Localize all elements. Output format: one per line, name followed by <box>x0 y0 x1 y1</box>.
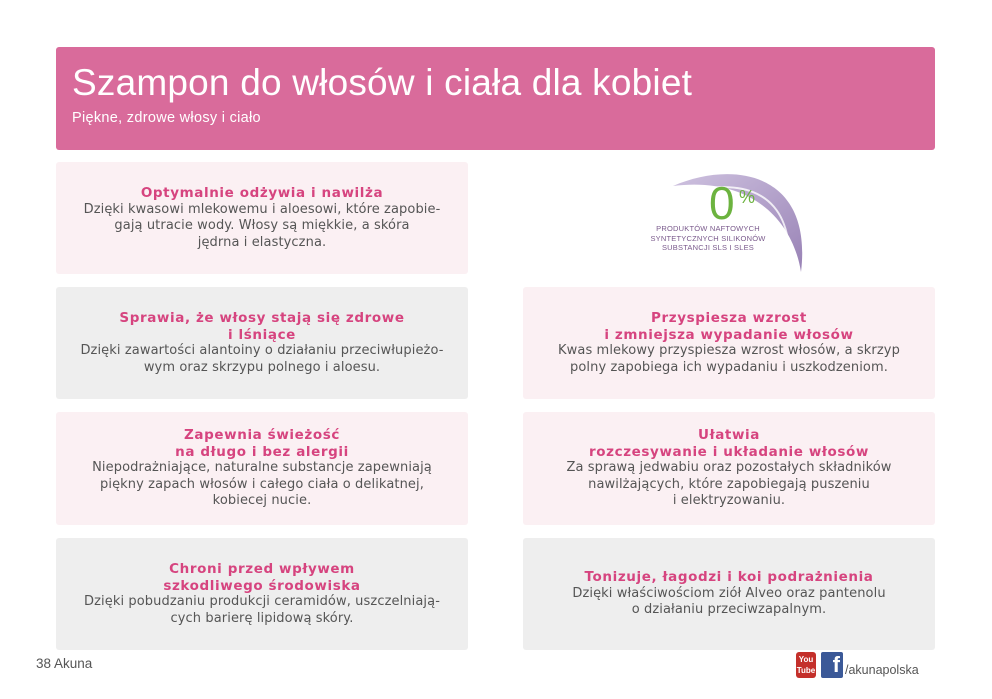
feature-title: Optymalnie odżywia i nawilża <box>140 185 384 201</box>
badge-line-3: SUBSTANCJI SLS I SLES <box>661 243 754 252</box>
feature-body: Niepodrażniające, naturalne substancje zapewniają piękny zapach włosów i całego ciała o delikatnej, kobiecej nucie. <box>92 460 432 509</box>
badge-zero: 0 <box>709 177 735 229</box>
feature-body: Dzięki zawartości alantoiny o działaniu przeciwłupieżo- wym oraz skrzypu polnego i aloesu. <box>80 343 444 375</box>
feature-body: Za sprawą jedwabiu oraz pozostałych składników nawilżających, które zapobiegają puszeniu i elektryzowaniu. <box>566 460 892 509</box>
feature-card-soothing <box>523 538 935 650</box>
facebook-icon[interactable]: f <box>821 652 843 678</box>
page-number: 38 Akuna <box>36 656 93 671</box>
feature-card-protection <box>56 538 468 650</box>
feature-body: Dzięki kwasowi mlekowemu i aloesowi, które zapobie- gają utracie wody. Włosy są miękkie, a skóra jędrna i elastyczna. <box>83 201 441 250</box>
badge-text <box>633 224 783 253</box>
feature-body: Kwas mlekowy przyspiesza wzrost włosów, a skrzyp polny zapobiega ich wypadaniu i uszkodzeniom. <box>558 343 900 375</box>
feature-body: Dzięki pobudzaniu produkcji ceramidów, uszczelniają- cych barierę lipidową skóry. <box>83 594 440 626</box>
feature-card-healthy-hair <box>56 287 468 399</box>
feature-title: Sprawia, że włosy stają się zdrowe i lśniące <box>119 310 405 343</box>
page-title: Szampon do włosów i ciała dla kobiet <box>72 62 693 103</box>
zero-percent-badge <box>633 162 833 280</box>
feature-card-freshness <box>56 412 468 525</box>
badge-percent: % <box>739 187 756 207</box>
badge-line-2: SYNTETYCZNYCH SILIKONÓW <box>650 233 766 243</box>
feature-card-nourish <box>56 162 468 274</box>
social-links <box>796 652 919 678</box>
feature-card-styling <box>523 412 935 525</box>
feature-title: Zapewnia świeżość na długo i bez alergii <box>175 427 349 460</box>
page-subtitle: Piękne, zdrowe włosy i ciało <box>72 110 261 126</box>
feature-card-growth <box>523 287 935 399</box>
feature-title: Tonizuje, łagodzi i koi podrażnienia <box>584 569 874 586</box>
feature-body: Dzięki właściwościom ziół Alveo oraz pantenolu o działaniu przeciwzapalnym. <box>572 585 886 618</box>
feature-title: Ułatwia rozczesywanie i układanie włosów <box>589 427 869 460</box>
youtube-label-bottom: Tube <box>796 666 816 675</box>
youtube-label-top: You <box>798 655 814 664</box>
badge-line-1: PRODUKTÓW NAFTOWYCH <box>656 224 760 233</box>
feature-title: Chroni przed wpływem szkodliwego środowiska <box>163 561 361 594</box>
facebook-handle[interactable]: /akunapolska <box>845 663 919 677</box>
feature-title: Przyspiesza wzrost i zmniejsza wypadanie włosów <box>604 310 854 343</box>
youtube-icon[interactable] <box>796 652 816 678</box>
header-banner <box>56 47 935 150</box>
